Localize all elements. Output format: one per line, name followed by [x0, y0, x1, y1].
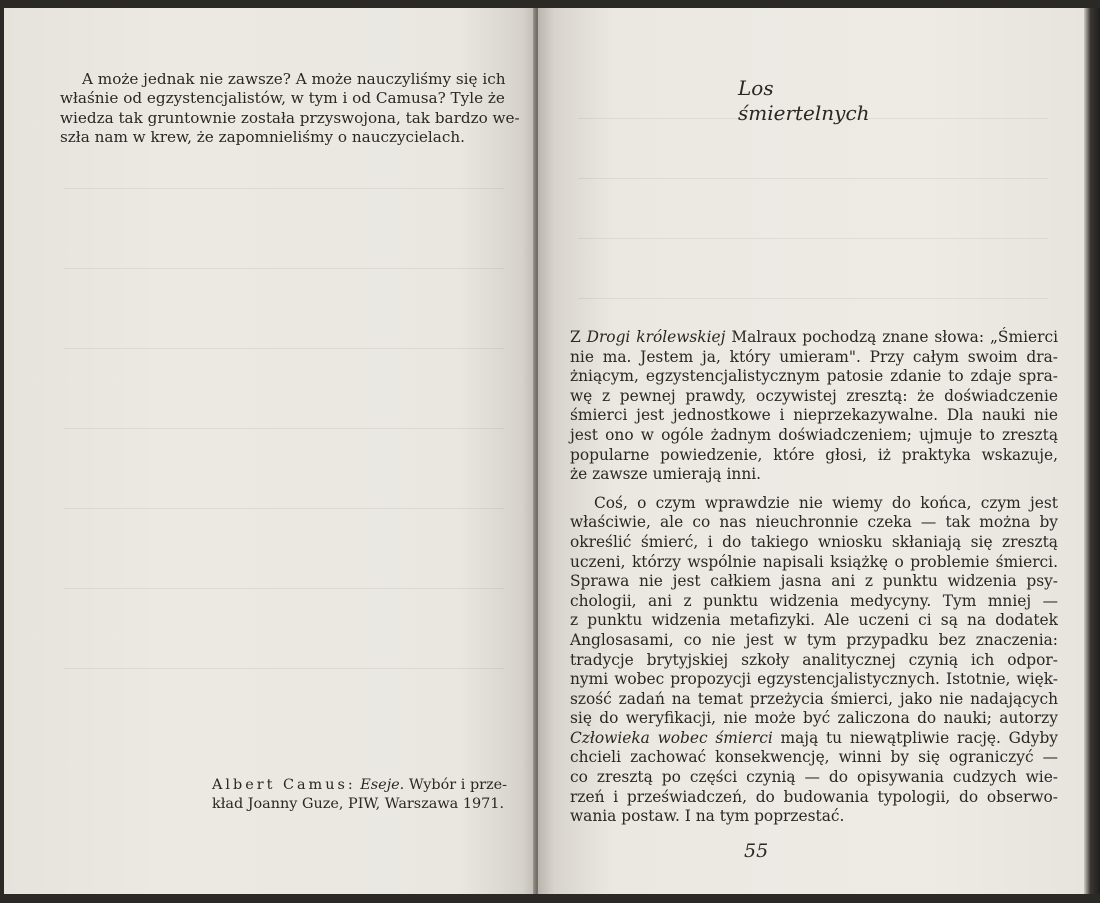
- paragraph-line: że zawsze umierają inni.: [570, 465, 762, 484]
- left-page: [4, 8, 538, 894]
- left-paragraph-line: szła nam w krew, że zapomnieliśmy o nauczycielach.: [60, 128, 465, 147]
- paragraph-line: z punktu widzenia metafizyki. Ale uczeni ci są na dodatek: [570, 611, 1058, 630]
- chapter-title-line: śmiertelnych: [738, 101, 870, 125]
- book-edge: [1084, 8, 1100, 894]
- paragraph-line: Anglosasami, co nie jest w tym przypadku bez znaczenia:: [570, 630, 1058, 649]
- paragraph-line: żniącym, egzystencjalistycznym patosie zdanie to zdaje spra-: [570, 367, 1058, 386]
- paragraph-line: nie ma. Jestem ja, który umieram". Przy całym swoim dra-: [570, 347, 1058, 366]
- paragraph-line: chcieli zachować konsekwencję, winni by się ograniczyć —: [570, 748, 1058, 767]
- paragraph-line: szość zadań na temat przeżycia śmierci, jako nie nadających: [570, 689, 1058, 708]
- footnote-title: Eseje.: [360, 777, 405, 793]
- body-text: [570, 328, 1058, 827]
- paragraph-line: wę z pewnej prawdy, oczywistej zresztą: że doświadczenie: [570, 386, 1058, 405]
- chapter-title-line: Los: [738, 76, 774, 100]
- paragraph-2: [570, 494, 1058, 827]
- paragraph-line: wania postaw. I na tym poprzestać.: [570, 807, 845, 826]
- book-title-czlowiek-wobec-smierci: Człowieka wobec śmierci: [570, 728, 773, 747]
- left-paragraph: [60, 70, 520, 148]
- left-paragraph-line: A może jednak nie zawsze? A może nauczyliśmy się ich: [82, 70, 506, 88]
- paragraph-line: Z Drogi królewskiej Malraux pochodzą znane słowa: „Śmierci: [570, 328, 1058, 346]
- left-paragraph-line: właśnie od egzystencjalistów, w tym i od Camusa? Tyle że: [60, 89, 505, 108]
- paragraph-line: określić śmierć, i do takiego wniosku skłaniają się zresztą: [570, 532, 1058, 551]
- paragraph-line: uczeni, którzy wspólnie napisali książkę o problemie śmierci.: [570, 552, 1058, 571]
- left-paragraph-line: wiedza tak gruntownie została przyswojona, tak bardzo we-: [60, 108, 520, 127]
- chapter-title: [738, 76, 870, 126]
- footnote-rest: Wybór i prze-: [408, 777, 507, 793]
- paragraph-line: się do weryfikacji, nie może być zaliczona do nauki; autorzy: [570, 709, 1058, 728]
- paragraph-line: Sprawa nie jest całkiem jasna ani z punktu widzenia psy-: [570, 572, 1058, 591]
- paragraph-line: Człowieka wobec śmierci mają tu niewątpliwie rację. Gdyby: [570, 728, 1059, 747]
- paragraph-1: [570, 328, 1058, 485]
- paragraph-line: popularne powiedzenie, które głosi, iż praktyka wskazuje,: [570, 445, 1058, 464]
- paragraph-line: co zresztą po części czynią — do opisywania cudzych wie-: [570, 768, 1058, 787]
- paragraph-line: właściwie, ale co nas nieuchronnie czeka — tak można by: [570, 513, 1058, 532]
- paragraph-line: jest ono w ogóle żadnym doświadczeniem; ujmuje to zresztą: [570, 425, 1058, 444]
- paragraph-line: Coś, o czym wprawdzie nie wiemy do końca, czym jest: [594, 493, 1058, 512]
- paragraph-line: rzeń i przeświadczeń, do budowania typologii, do obserwo-: [570, 787, 1058, 806]
- paragraph-line: tradycje brytyjskiej szkoły analitycznej czynią ich odpor-: [570, 650, 1058, 669]
- paragraph-line: chologii, ani z punktu widzenia medycyny. Tym mniej —: [570, 591, 1058, 610]
- footnote-line2: kład Joanny Guze, PIW, Warszawa 1971.: [212, 795, 505, 812]
- book-title-drogi-krolewskiej: Drogi królewskiej: [586, 328, 726, 346]
- right-page: [538, 8, 1084, 894]
- source-footnote: [212, 776, 528, 813]
- footnote-author: Albert Camus:: [212, 777, 356, 793]
- paragraph-line: nymi wobec propozycji egzystencjalistycznych. Istotnie, więk-: [570, 670, 1058, 689]
- paragraph-line: śmierci jest jednostkowe i nieprzekazywalne. Dla nauki nie: [570, 406, 1058, 425]
- page-number: 55: [744, 840, 769, 862]
